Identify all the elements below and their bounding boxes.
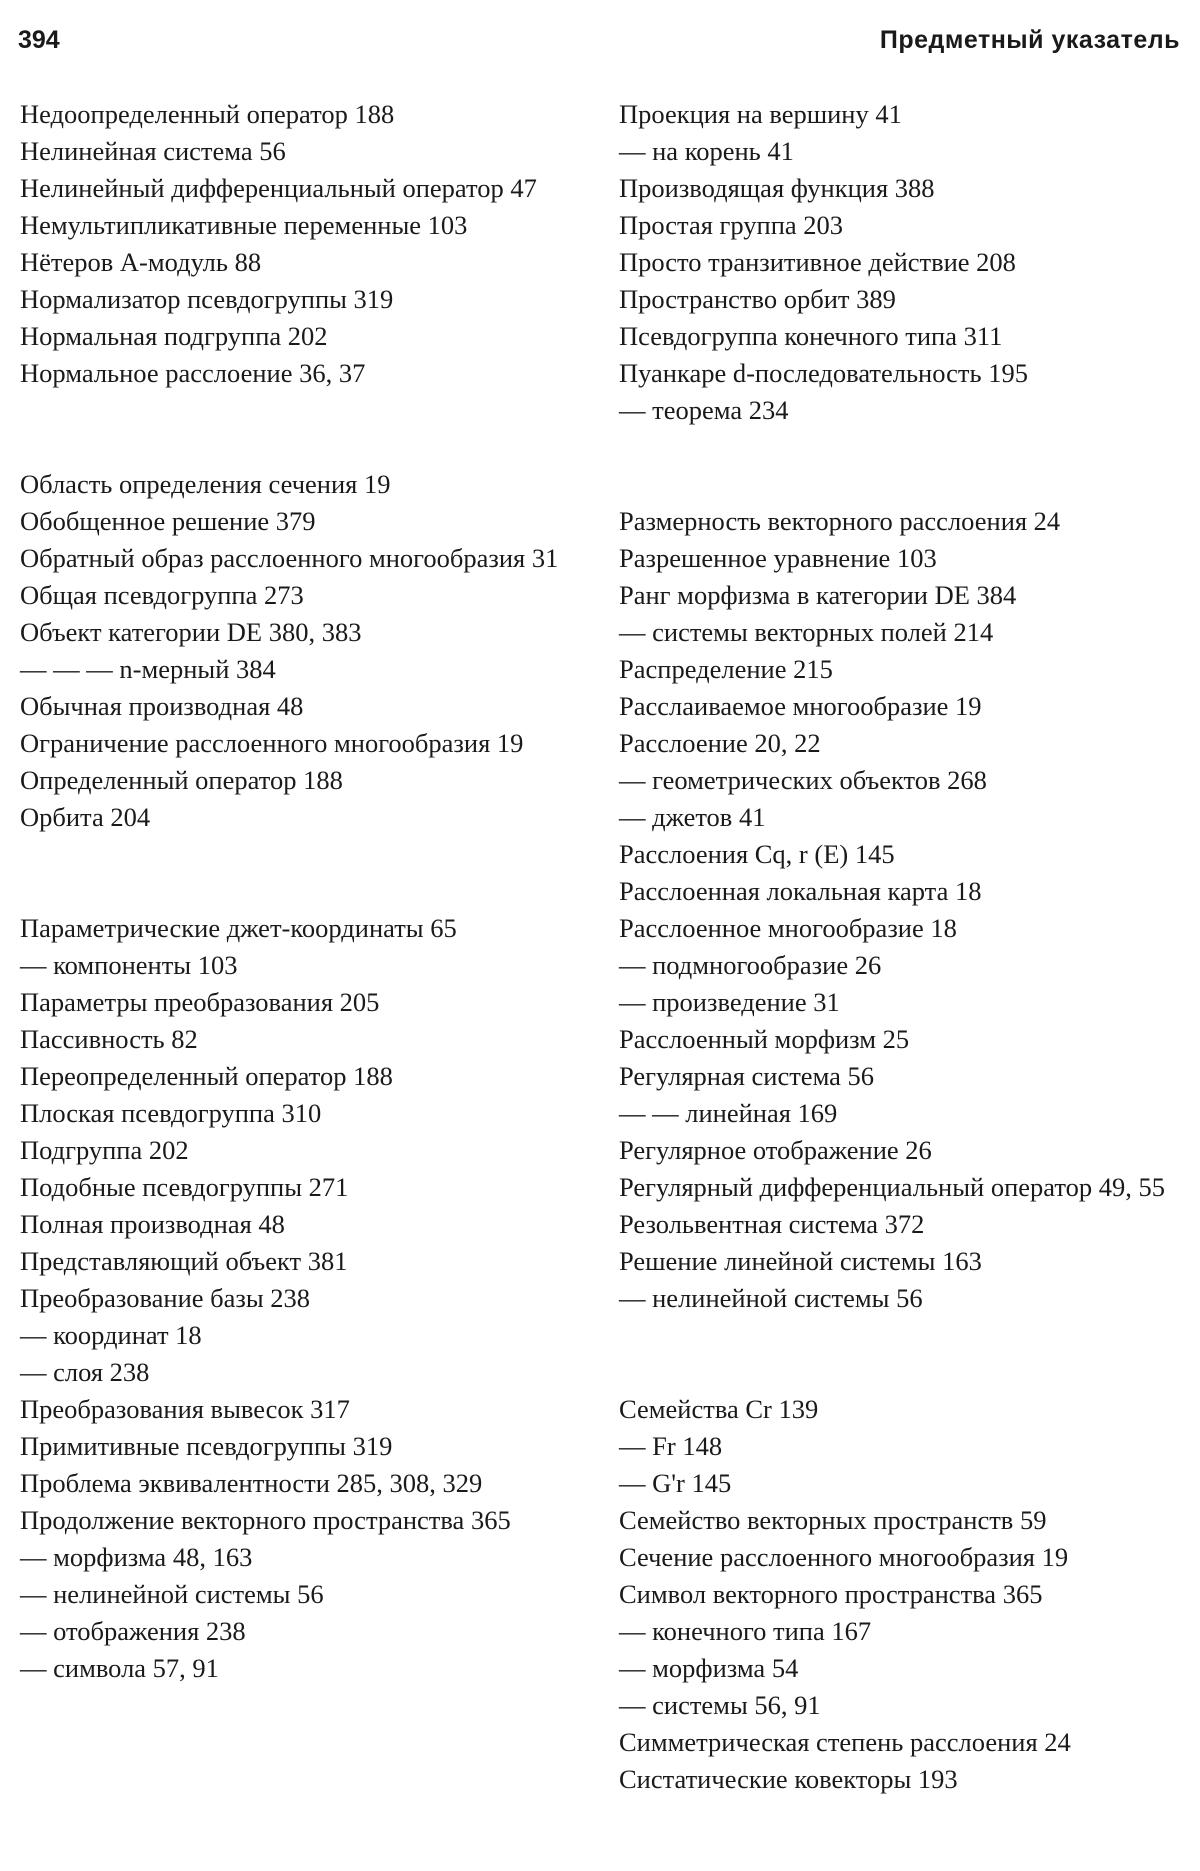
index-entry: Обычная производная 48: [20, 691, 304, 721]
index-entry: Расслоенная локальная карта 18: [619, 876, 982, 906]
index-entry: Резольвентная система 372: [619, 1209, 925, 1239]
index-entry: — нелинейной системы 56: [619, 1283, 923, 1313]
index-entry: Семейства Cr 139: [619, 1394, 819, 1424]
index-entry: Регулярное отображение 26: [619, 1135, 932, 1165]
index-entry: Проекция на вершину 41: [619, 99, 902, 129]
index-group: [20, 910, 595, 1687]
index-group: [20, 466, 595, 836]
index-entry: Нормальная подгруппа 202: [20, 321, 328, 351]
index-entry: — компоненты 103: [20, 950, 238, 980]
index-entry: Ограничение расслоенного многообразия 19: [20, 728, 524, 758]
index-entry: — джетов 41: [619, 802, 766, 832]
index-entry: — Fr 148: [619, 1431, 723, 1461]
running-head: Предметный указатель: [879, 26, 1180, 54]
index-entry: Примитивные псевдогруппы 319: [20, 1431, 393, 1461]
index-entry: Нелинейная система 56: [20, 136, 286, 166]
index-entry: Определенный оператор 188: [20, 765, 343, 795]
index-entry: — слоя 238: [20, 1357, 150, 1387]
index-entry: Переопределенный оператор 188: [20, 1061, 393, 1091]
index-entry: — символа 57, 91: [20, 1653, 219, 1683]
index-entry: Разрешенное уравнение 103: [619, 543, 937, 573]
index-entry: Систатические ковекторы 193: [619, 1764, 958, 1794]
index-entry: Немультипликативные переменные 103: [20, 210, 468, 240]
index-entry: — теорема 234: [619, 395, 789, 425]
index-entry: Расслоения Cq, r (E) 145: [619, 839, 895, 869]
index-entry: — конечного типа 167: [619, 1616, 872, 1646]
index-entry: Псевдогруппа конечного типа 311: [619, 321, 1003, 351]
index-entry: — — — n-мерный 384: [20, 654, 276, 684]
index-entry: — на корень 41: [619, 136, 794, 166]
index-entry: — отображения 238: [20, 1616, 246, 1646]
index-group: [619, 1391, 1179, 1798]
index-entry: — подмногообразие 26: [619, 950, 882, 980]
index-entry: Регулярный дифференциальный оператор 49, 55: [619, 1172, 1165, 1202]
index-entry: Полная производная 48: [20, 1209, 285, 1239]
index-entry: Симметрическая степень расслоения 24: [619, 1727, 1071, 1757]
index-entry: Нелинейный дифференциальный оператор 47: [20, 173, 537, 203]
index-entry: Расслаиваемое многообразие 19: [619, 691, 982, 721]
index-entry: Подобные псевдогруппы 271: [20, 1172, 349, 1202]
index-entry: Распределение 215: [619, 654, 833, 684]
index-entry: Параметрические джет-координаты 65: [20, 913, 457, 943]
index-entry: Пространство орбит 389: [619, 284, 896, 314]
index-entry: — — линейная 169: [619, 1098, 838, 1128]
index-group: [20, 96, 595, 392]
index-entry: Сечение расслоенного многообразия 19: [619, 1542, 1069, 1572]
index-entry: Решение линейной системы 163: [619, 1246, 982, 1276]
index-entry: Расслоенное многообразие 18: [619, 913, 957, 943]
index-entry: Простая группа 203: [619, 210, 844, 240]
index-entry: Регулярная система 56: [619, 1061, 875, 1091]
index-entry: Общая псевдогруппа 273: [20, 580, 304, 610]
index-entry: Плоская псевдогруппа 310: [20, 1098, 322, 1128]
index-entry: Пассивность 82: [20, 1024, 198, 1054]
index-entry: Преобразование базы 238: [20, 1283, 311, 1313]
index-entry: Расслоенный морфизм 25: [619, 1024, 910, 1054]
index-column-left: [20, 96, 595, 1687]
index-entry: Ранг морфизма в категории DE 384: [619, 580, 1017, 610]
index-entry: Производящая функция 388: [619, 173, 935, 203]
index-entry: Подгруппа 202: [20, 1135, 189, 1165]
index-entry: — морфизма 54: [619, 1653, 799, 1683]
index-entry: Орбита 204: [20, 802, 151, 832]
index-entry: Проблема эквивалентности 285, 308, 329: [20, 1468, 483, 1498]
index-entry: Область определения сечения 19: [20, 469, 391, 499]
index-entry: Представляющий объект 381: [20, 1246, 348, 1276]
index-entry: Пуанкаре d-последовательность 195: [619, 358, 1028, 388]
index-entry: Недоопределенный оператор 188: [20, 99, 395, 129]
index-entry: Объект категории DE 380, 383: [20, 617, 362, 647]
index-entry: — системы 56, 91: [619, 1690, 821, 1720]
index-entry: — произведение 31: [619, 987, 840, 1017]
index-entry: Параметры преобразования 205: [20, 987, 380, 1017]
index-entry: — G'r 145: [619, 1468, 732, 1498]
index-group: [619, 96, 1179, 429]
index-entry: — геометрических объектов 268: [619, 765, 987, 795]
index-entry: Обобщенное решение 379: [20, 506, 316, 536]
index-entry: — морфизма 48, 163: [20, 1542, 253, 1572]
index-entry: Символ векторного пространства 365: [619, 1579, 1043, 1609]
index-entry: Просто транзитивное действие 208: [619, 247, 1016, 277]
index-entry: Обратный образ расслоенного многообразия 31: [20, 543, 559, 573]
index-entry: Продолжение векторного пространства 365: [20, 1505, 511, 1535]
index-group: [619, 503, 1179, 1317]
page-number: 394: [18, 26, 60, 54]
index-entry: Преобразования вывесок 317: [20, 1394, 350, 1424]
index-entry: Нормальное расслоение 36, 37: [20, 358, 366, 388]
index-entry: Расслоение 20, 22: [619, 728, 821, 758]
index-entry: Семейство векторных пространств 59: [619, 1505, 1047, 1535]
index-entry: Размерность векторного расслоения 24: [619, 506, 1061, 536]
index-entry: Нормализатор псевдогруппы 319: [20, 284, 394, 314]
index-entry: — системы векторных полей 214: [619, 617, 994, 647]
index-column-right: [619, 96, 1179, 1798]
index-entry: Нётеров A-модуль 88: [20, 247, 262, 277]
index-entry: — координат 18: [20, 1320, 202, 1350]
index-entry: — нелинейной системы 56: [20, 1579, 324, 1609]
